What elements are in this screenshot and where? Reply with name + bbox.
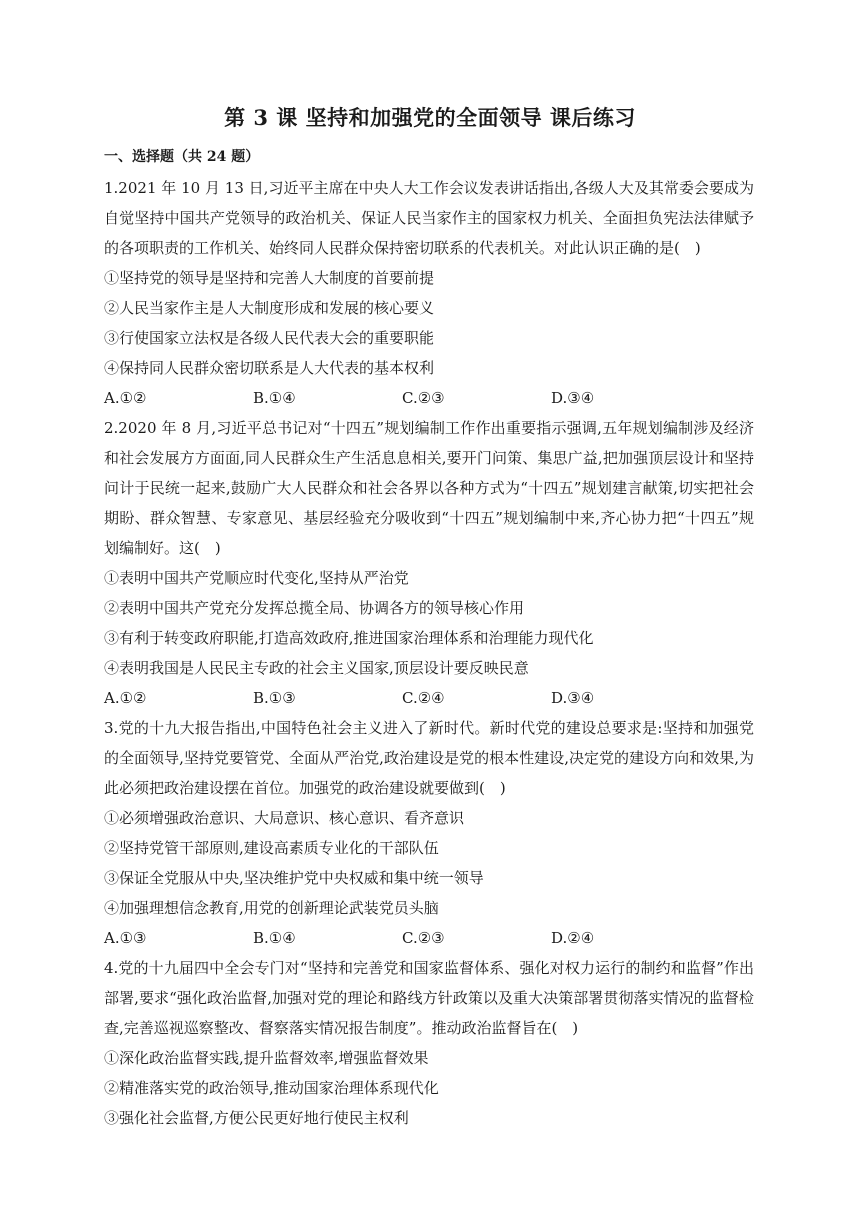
option-c: C.②③ [402,389,445,407]
statement-1: ①表明中国共产党顺应时代变化,坚持从严治党 [104,569,409,587]
question-1 [104,173,754,413]
statement-3: ③有利于转变政府职能,打造高效政府,推进国家治理体系和治理能力现代化 [104,629,594,647]
statement-4: ④加强理想信念教育,用党的创新理论武装党员头脑 [104,899,439,917]
statement-4: ④保持同人民群众密切联系是人大代表的基本权利 [104,359,435,377]
option-c: C.②③ [402,929,445,947]
option-a: A.①② [104,689,147,707]
document-title: 第 3 课 坚持和加强党的全面领导 课后练习 [224,105,636,130]
answer-options [104,923,754,953]
option-a: A.①② [104,389,147,407]
statement-2: ②坚持党管干部原则,建设高素质专业化的干部队伍 [104,839,439,857]
question-2 [104,413,754,713]
statement-3: ③行使国家立法权是各级人民代表大会的重要职能 [104,329,435,347]
statement-1: ①坚持党的领导是坚持和完善人大制度的首要前提 [104,269,435,287]
question-3 [104,713,754,953]
statement-1: ①必须增强政治意识、大局意识、核心意识、看齐意识 [104,809,465,827]
question-stem: 2.2020 年 8 月,习近平总书记对“十四五”规划编制工作作出重要指示强调,五年规划编制涉及经济和社会发展方方面面,同人民群众生产生活息息相关,要开门问策、集思广益,把加强顶层设计和坚持问计于民统一起来,鼓励广大人民群众和社会各界以各种方式为“十四五”规划建言献策,切实把社会期盼、群众智慧、专家意见、基层经验充分吸收到“十四五”规划编制中来,齐心协力把“十四五”规划编制好。这( ) [104,419,754,557]
statement-4: ④表明我国是人民民主专政的社会主义国家,顶层设计要反映民意 [104,659,529,677]
option-b: B.①④ [253,929,296,947]
question-list [104,173,754,1133]
option-c: C.②④ [402,689,445,707]
statement-1: ①深化政治监督实践,提升监督效率,增强监督效果 [104,1049,429,1067]
option-a: A.①③ [104,929,147,947]
question-4 [104,953,754,1133]
statement-2: ②人民当家作主是人大制度形成和发展的核心要义 [104,299,435,317]
answer-options [104,683,754,713]
option-d: D.②④ [551,929,595,947]
question-stem: 4.党的十九届四中全会专门对“坚持和完善党和国家监督体系、强化对权力运行的制约和监督”作出部署,要求“强化政治监督,加强对党的理论和路线方针政策以及重大决策部署贯彻落实情况的监督检查,完善巡视巡察整改、督察落实情况报告制度”。推动政治监督旨在( ) [104,959,754,1037]
question-stem: 3.党的十九大报告指出,中国特色社会主义进入了新时代。新时代党的建设总要求是:坚持和加强党的全面领导,坚持党要管党、全面从严治党,政治建设是党的根本性建设,决定党的建设方向和效果,为此必须把政治建设摆在首位。加强党的政治建设就要做到( ) [104,719,754,797]
section-heading: 一、选择题（共 24 题） [104,149,260,165]
statement-3: ③保证全党服从中央,坚决维护党中央权威和集中统一领导 [104,869,484,887]
option-b: B.①③ [253,689,296,707]
question-stem: 1.2021 年 10 月 13 日,习近平主席在中央人大工作会议发表讲话指出,各级人大及其常委会要成为自觉坚持中国共产党领导的政治机关、保证人民当家作主的国家权力机关、全面担负宪法法律赋予的各项职责的工作机关、始终同人民群众保持密切联系的代表机关。对此认识正确的是( ) [104,179,754,257]
option-d: D.③④ [551,689,595,707]
option-b: B.①④ [253,389,296,407]
option-d: D.③④ [551,389,595,407]
statement-3: ③强化社会监督,方便公民更好地行使民主权利 [104,1109,409,1127]
answer-options [104,383,754,413]
statement-2: ②精准落实党的政治领导,推动国家治理体系现代化 [104,1079,439,1097]
statement-2: ②表明中国共产党充分发挥总揽全局、协调各方的领导核心作用 [104,599,525,617]
